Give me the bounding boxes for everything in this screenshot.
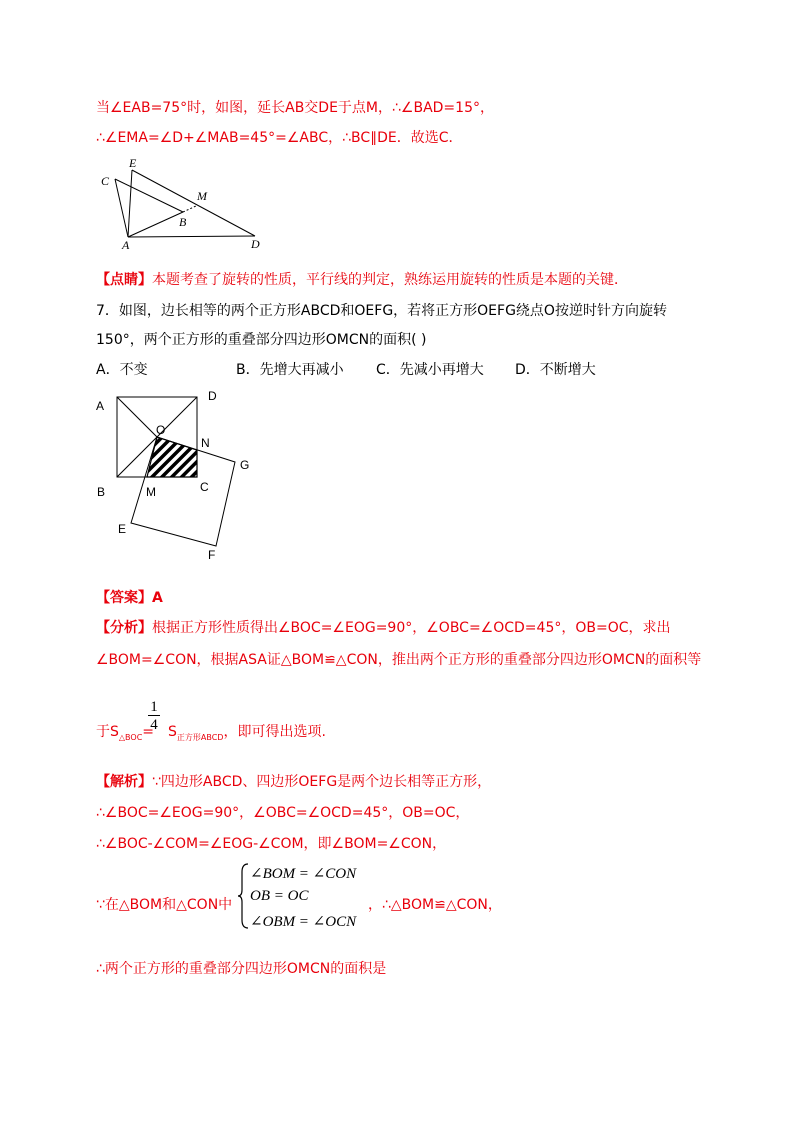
analysis-line-3: 于$S_{\triangle BOC}= S_{正方形ABCD}$，即可得出选项. xyxy=(96,724,326,742)
triangle-figure xyxy=(95,155,275,250)
solution-line-3: ∴∠BOC-∠COM=∠EOG-∠COM，即∠BOM=∠CON， xyxy=(96,836,447,852)
label-E: E xyxy=(129,156,137,170)
question-line-2: 150°，两个正方形的重叠部分四边形OMCN的面积( ) xyxy=(96,332,427,348)
label-D: D xyxy=(208,389,217,403)
prev-solution-line-1: 当∠EAB=75°时，如图，延长AB交DE于点M，∴∠BAD=15°， xyxy=(96,100,494,116)
squares-figure xyxy=(90,388,260,568)
analysis-tag: 【分析】 xyxy=(96,620,152,636)
segment-AD xyxy=(128,236,255,237)
option-a: A．不变 xyxy=(96,362,148,378)
solution-line-1 xyxy=(96,772,491,792)
prev-solution-line-2: ∴∠EMA=∠D+∠MAB=45°=∠ABC，∴BC∥DE．故选C． xyxy=(96,130,463,146)
fraction-one-quarter: 1 4 xyxy=(148,699,160,734)
solution-tag: 【解析】 xyxy=(96,774,152,790)
comment-line xyxy=(96,270,628,290)
comment-tag: 【点睛】 xyxy=(96,272,152,288)
answer-tag: 【答案】 xyxy=(96,590,152,606)
label-B: B xyxy=(97,485,106,499)
segment-CA xyxy=(115,179,128,237)
solution-line-4-post: ，∴△BOM≌△CON， xyxy=(368,897,502,913)
label-A: A xyxy=(96,399,105,413)
label-F: F xyxy=(208,548,216,562)
answer-line xyxy=(96,588,163,608)
question-line-1: 7．如图，边长相等的两个正方形ABCD和OEFG，若将正方形OEFG绕点O按逆时针方向旋转 xyxy=(96,303,667,319)
comment-text: 本题考查了旋转的性质，平行线的判定，熟练运用旋转的性质是本题的关键． xyxy=(152,272,628,288)
system-eq-2: OB = OC xyxy=(250,888,309,904)
option-d: D．不断增大 xyxy=(515,362,596,378)
overlap-OMCN xyxy=(147,437,197,477)
label-C: C xyxy=(101,174,110,188)
analysis-line-2: ∠BOM=∠CON，根据ASA证△BOM≌△CON，推出两个正方形的重叠部分四边形OMCN的面积等 xyxy=(96,652,702,668)
label-D: D xyxy=(251,237,260,250)
label-A: A xyxy=(122,238,130,250)
segment-ED xyxy=(132,170,255,236)
option-c: C．先减小再增大 xyxy=(376,362,484,378)
label-N: N xyxy=(201,436,210,450)
answer-value: A xyxy=(152,590,163,606)
label-O: O xyxy=(156,423,166,437)
label-B: B xyxy=(179,215,187,229)
solution-line-2: ∴∠BOC=∠EOG=90°，∠OBC=∠OCD=45°，OB=OC， xyxy=(96,805,470,821)
solution-line-4-pre: ∵在△BOM和△CON中 xyxy=(96,897,233,913)
label-M: M xyxy=(197,189,207,203)
system-eq-1: ∠BOM = ∠CON xyxy=(250,866,357,882)
segment-BM-extension xyxy=(183,206,196,212)
system-brace xyxy=(238,862,250,930)
solution-text-1: ∵四边形ABCD、四边形OEFG是两个边长相等正方形， xyxy=(152,774,492,790)
label-M: M xyxy=(146,485,156,499)
system-eq-3: ∠OBM = ∠OCN xyxy=(250,914,357,930)
solution-line-5: ∴两个正方形的重叠部分四边形OMCN的面积是 xyxy=(96,961,387,977)
analysis-text-1: 根据正方形性质得出∠BOC=∠EOG=90°，∠OBC=∠OCD=45°，OB=OC，求出 xyxy=(152,620,671,636)
segment-AB xyxy=(128,212,183,237)
label-C: C xyxy=(200,480,209,494)
option-b: B．先增大再减小 xyxy=(236,362,344,378)
label-E: E xyxy=(118,522,127,536)
label-G: G xyxy=(240,458,250,472)
segment-CB xyxy=(115,179,183,212)
segment-AE xyxy=(128,170,132,237)
analysis-line-1 xyxy=(96,618,671,638)
